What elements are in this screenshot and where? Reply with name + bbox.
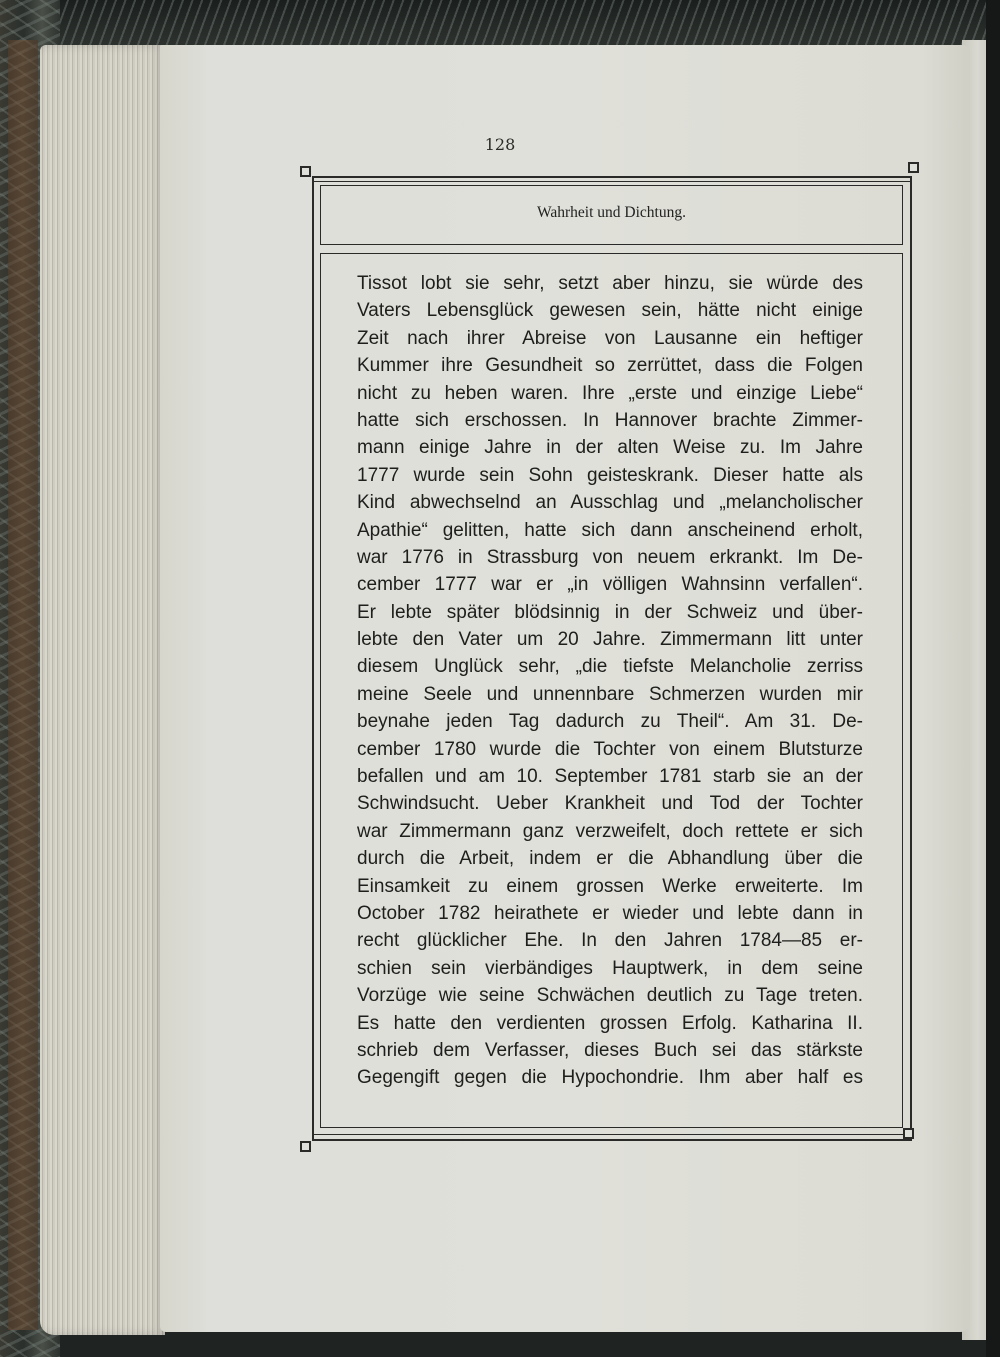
text-line: durch die Arbeit, indem er die Abhandlung über die [357,848,863,870]
text-line: cember 1777 war er „in völligen Wahnsinn verfallen“. [357,574,863,596]
page-edges-stack [40,45,165,1335]
text-line: diesem Unglück sehr, „die tiefste Melancholie zerriss [357,656,863,678]
frame-corner-bottom-right [903,1128,914,1139]
text-line: meine Seele und unnennbare Schmerzen wurden mir [357,683,863,705]
text-line: war Zimmermann ganz verzweifelt, doch rettete er sich [357,820,863,842]
frame-left-rule [312,176,314,1141]
text-line: hatte sich erschossen. In Hannover brachte Zimmer- [357,409,863,431]
frame-bottom-rule [312,1134,912,1135]
text-line: Kind abwechselnd an Ausschlag und „melancholischer [357,492,863,514]
text-line: Apathie“ gelitten, hatte sich dann anscheinend erholt, [357,519,863,541]
background-edge [986,0,1000,1357]
running-title: Wahrheit und Dichtung. [537,204,686,221]
text-line: schien sein vierbändiges Hauptwerk, in dem seine [357,957,863,979]
text-line: Zeit nach ihrer Abreise von Lausanne ein heftiger [357,327,863,349]
frame-corner-top-left [300,166,311,177]
text-line: Er lebte später blödsinnig in der Schweiz und über- [357,601,863,623]
text-line: 1777 wurde sein Sohn geisteskrank. Dieser hatte als [357,464,863,486]
text-line: beynahe jeden Tag dadurch zu Theil“. Am 31. De- [357,711,863,733]
frame-right-rule [910,176,912,1141]
text-line: Kummer ihre Gesundheit so zerrüttet, dass die Folgen [357,355,863,377]
text-line: Vorzüge wie seine Schwächen deutlich zu Tage treten. [357,985,863,1007]
text-line: befallen und am 10. September 1781 starb sie an der [357,766,863,788]
text-line: mann einige Jahre in der alten Weise zu. Im Jahre [357,437,863,459]
text-line: Es hatte den verdienten grossen Erfolg. Katharina II. [357,1012,863,1034]
text-line: Vaters Lebensglück gewesen sein, hätte nicht einige [357,300,863,322]
frame-top-rule [312,176,912,178]
frame-bottom-rule-outer [312,1139,912,1141]
text-line: war 1776 in Strassburg von neuem erkrankt. Im De- [357,546,863,568]
text-line: Gegengift gegen die Hypochondrie. Ihm aber half es [357,1067,863,1089]
frame-corner-top-right [908,162,919,173]
page-number: 128 [484,135,516,154]
text-line: nicht zu heben waren. Ihre „erste und einzige Liebe“ [357,382,863,404]
body-text [357,270,863,1092]
text-line: Tissot lobt sie sehr, setzt aber hinzu, sie würde des [357,273,863,294]
text-line: cember 1780 wurde die Tochter von einem Blutsturze [357,738,863,760]
text-line: October 1782 heirathete er wieder und lebte dann in [357,902,863,924]
book-cover-top [0,0,1000,48]
book-spine-leather [8,40,38,1330]
text-line: Einsamkeit zu einem grossen Werke erweiterte. Im [357,875,863,897]
text-line: schrieb dem Verfasser, dieses Buch sei das stärkste [357,1039,863,1061]
frame-top-rule-inner [312,181,912,182]
text-line: recht glücklicher Ehe. In den Jahren 1784—85 er- [357,930,863,952]
text-line: lebte den Vater um 20 Jahre. Zimmermann litt unter [357,629,863,651]
frame-corner-bottom-left [300,1141,311,1152]
text-line: Schwindsucht. Ueber Krankheit und Tod der Tochter [357,793,863,815]
